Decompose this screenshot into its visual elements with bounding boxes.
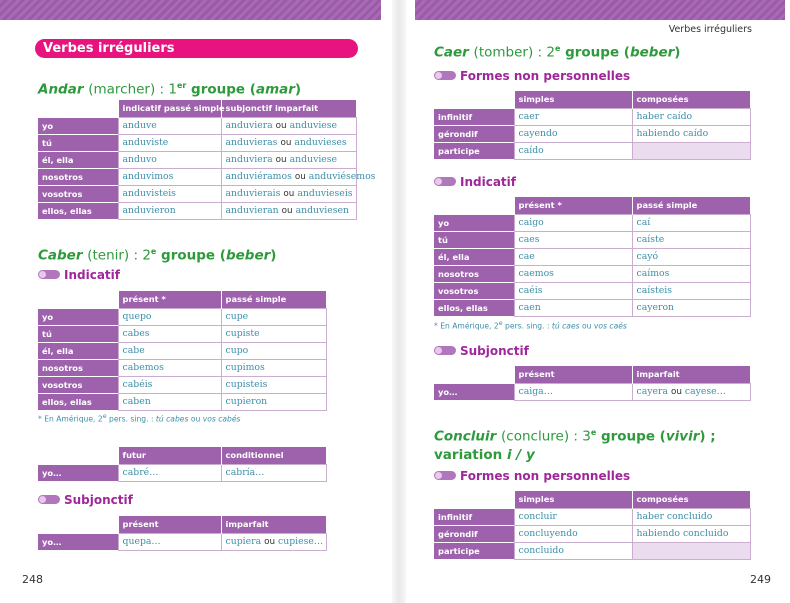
verb-name: Concluir [434,428,497,445]
or-word: ou [294,171,306,182]
conjugated-form: cupisteis [221,376,326,393]
page-number-left: 248 [22,573,43,586]
conjugated-form: cabré… [118,464,221,481]
section-indicatif-caer [434,175,516,189]
verb-heading-caber [38,243,276,265]
note-form: tú caes [551,321,580,331]
conjugated-form-pair [632,383,750,400]
toggle-icon [434,346,456,355]
verb-meaning: (marcher) : 1 [88,81,177,98]
conjugated-form: concluir [514,508,632,525]
table-row [38,359,326,376]
section-formes-concluir [434,469,630,483]
table-row [434,265,750,282]
person-label: yo [434,214,514,231]
model-verb: vivir [665,428,700,445]
table-row [38,342,326,359]
toggle-icon [434,177,456,186]
person-label: él, ella [38,342,118,359]
blank-header-cell [38,516,118,533]
column-header: conditionnel [221,447,326,464]
close-paren: ) [674,44,681,61]
conjugated-form: cupiste [221,325,326,342]
table-row [434,248,750,265]
column-header: présent * [514,197,632,214]
table-row [38,185,356,202]
conjugated-form: anduvimos [118,168,221,185]
conjugated-form: cabría… [221,464,326,481]
book-gutter [392,0,406,603]
verb-heading-andar [38,77,301,99]
close-paren: ) ; [699,428,716,445]
column-header: simples [514,91,632,108]
group-label: groupe ( [156,247,226,264]
running-head: Verbes irréguliers [668,24,752,35]
conjugated-form: caído [514,142,632,159]
blank-header-cell [434,491,514,508]
caer-indicatif-table [434,197,751,317]
caber-futur-table [38,447,327,482]
conjugated-form: caíste [632,231,750,248]
table-row [38,325,326,342]
blank-header-cell [434,91,514,108]
or-word: ou [670,386,682,397]
conjugated-form-pair [221,533,326,550]
or-word: ou [280,137,292,148]
conjugated-form: caímos [632,265,750,282]
column-header: présent [118,516,221,533]
group-ordinal: e [554,44,561,53]
column-header: présent * [118,291,221,308]
toggle-icon [434,471,456,480]
conjugated-form: cupe [221,308,326,325]
form-label: gérondif [434,525,514,542]
person-label: él, ella [38,151,118,168]
note-text: * En Amérique, 2 [434,321,499,331]
blank-header-cell [434,197,514,214]
verb-meaning: (tenir) : 2 [87,247,151,264]
note-form: vos caés [593,321,627,331]
table-row [434,108,750,125]
group-ordinal: e [590,428,597,437]
verb-name: Andar [38,81,84,98]
or-word: ou [275,120,287,131]
form-label: participe [434,142,514,159]
person-label: yo… [38,533,118,550]
conjugated-form-pair [221,185,356,202]
verb-heading-caer [434,40,680,62]
footnote-caer [434,320,627,331]
conjugated-form: concluido [514,542,632,559]
top-decorative-band-right [415,0,785,20]
table-row [38,151,356,168]
person-label: vosotros [38,185,118,202]
group-label: groupe ( [560,44,630,61]
table-row [434,525,750,542]
conjugated-form: caísteis [632,282,750,299]
group-label: groupe ( [596,428,666,445]
table-row [38,202,356,219]
model-verb: beber [629,44,675,61]
table-row [434,299,750,316]
table-row [434,383,750,400]
table-row [38,134,356,151]
section-subjonctif-caer [434,344,529,358]
person-label: él, ella [434,248,514,265]
form-variant-1: anduviéramos [225,170,292,182]
variation-label: variation [434,446,507,463]
form-variant-1: anduvieras [225,136,278,148]
note-text: ou [188,414,203,424]
person-label: nosotros [38,168,118,185]
conjugated-form: concluyendo [514,525,632,542]
form-variant-2: anduviésemos [308,170,376,182]
note-sup: e [102,413,107,420]
column-header: présent [514,366,632,383]
table-row [38,533,326,550]
group-label: groupe ( [186,81,256,98]
person-label: tú [38,325,118,342]
footnote-caber [38,413,241,424]
conjugated-form: caer [514,108,632,125]
close-paren: ) [294,81,302,98]
caber-subjonctif-table [38,516,327,551]
toggle-icon [38,270,60,279]
table-row [38,393,326,410]
form-variant-2: anduviese [289,153,338,165]
conjugated-form-pair [221,168,376,185]
person-label: yo [38,308,118,325]
person-label: ellos, ellas [434,299,514,316]
form-variant-1: anduviera [225,119,273,131]
conjugated-form: anduviste [118,134,221,151]
person-label: yo… [434,383,514,400]
conjugated-form: cupimos [221,359,326,376]
table-row [38,308,326,325]
person-label: ellos, ellas [38,202,118,219]
person-label: nosotros [38,359,118,376]
table-row [38,464,326,481]
person-label: nosotros [434,265,514,282]
verb-meaning: (conclure) : 3 [501,428,591,445]
table-row [434,542,750,559]
person-label: yo… [38,464,118,481]
andar-conjugation-table [38,100,376,220]
chapter-title: Verbes irréguliers [35,39,358,58]
conjugated-form: caigo [514,214,632,231]
model-verb: beber [225,247,271,264]
form-label: gérondif [434,125,514,142]
section-label: Subjonctif [460,344,529,358]
conjugated-form: haber concluido [632,508,750,525]
caber-indicatif-table [38,291,327,411]
note-text: ou [579,321,594,331]
column-header: imparfait [632,366,750,383]
conjugated-form: anduve [118,117,221,134]
group-ordinal: e [150,247,157,256]
conjugated-form: haber caído [632,108,750,125]
caer-formes-table [434,91,751,160]
column-header: passé simple [221,291,326,308]
form-variant-2: anduviese [289,119,338,131]
form-label: infinitif [434,108,514,125]
table-row [434,282,750,299]
section-subjonctif-caber [38,493,133,507]
form-variant-2: anduvieseis [297,187,353,199]
concluir-formes-table [434,491,751,560]
form-label: participe [434,542,514,559]
conjugated-form-pair [221,134,356,151]
blank-header-cell [38,447,118,464]
person-label: vosotros [38,376,118,393]
empty-cell [632,542,750,559]
conjugated-form-pair [221,151,356,168]
person-label: yo [38,117,118,134]
person-label: vosotros [434,282,514,299]
form-variant-1: anduviera [225,153,273,165]
conjugated-form: cabéis [118,376,221,393]
table-row [38,117,356,134]
table-row [434,231,750,248]
conjugated-form: habiendo concluido [632,525,750,542]
table-row [434,508,750,525]
conjugated-form: anduvisteis [118,185,221,202]
or-word: ou [275,154,287,165]
note-form: tú cabes [155,414,189,424]
form-variant-2: cupiese… [278,535,324,547]
close-paren: ) [270,247,277,264]
form-variant-2: cayese… [684,385,726,397]
or-word: ou [281,205,293,216]
conjugated-form: cabe [118,342,221,359]
section-label: Formes non personnelles [460,69,631,83]
form-variant-1: anduvierais [225,187,281,199]
blank-header-cell [38,291,118,308]
conjugated-form: cupieron [221,393,326,410]
conjugated-form: quepo [118,308,221,325]
blank-header-cell [434,366,514,383]
conjugated-form: habiendo caído [632,125,750,142]
model-verb: amar [255,81,295,98]
section-label: Subjonctif [64,493,133,507]
verb-name: Caber [38,247,83,264]
top-decorative-band-left [0,0,381,20]
section-indicatif-caber [38,268,120,282]
conjugated-form-pair [221,117,356,134]
section-label: Indicatif [460,175,516,189]
toggle-icon [38,495,60,504]
table-row [38,168,356,185]
empty-cell [632,142,750,159]
column-header: composées [632,91,750,108]
conjugated-form: quepa… [118,533,221,550]
conjugated-form: caen [514,299,632,316]
column-header: passé simple [632,197,750,214]
section-formes-caer [434,69,630,83]
column-header: simples [514,491,632,508]
note-text: pers. sing. : [502,321,552,331]
conjugated-form: anduvo [118,151,221,168]
or-word: ou [264,536,276,547]
column-header: imparfait [221,516,326,533]
conjugated-form: caben [118,393,221,410]
person-label: ellos, ellas [38,393,118,410]
verb-name: Caer [434,44,469,61]
verb-meaning: (tomber) : 2 [473,44,555,61]
note-text: * En Amérique, 2 [38,414,103,424]
form-variant-1: cupiera [225,535,262,547]
form-variant-2: anduvieses [294,136,347,148]
note-text: pers. sing. : [106,414,156,424]
conjugated-form: caemos [514,265,632,282]
variation-value: i / y [506,446,535,463]
table-row [434,142,750,159]
form-label: infinitif [434,508,514,525]
or-word: ou [283,188,295,199]
note-sup: e [498,320,503,327]
form-variant-2: anduviesen [295,204,350,216]
person-label: tú [434,231,514,248]
blank-header-cell [38,100,118,117]
section-label: Indicatif [64,268,120,282]
conjugated-form: cayó [632,248,750,265]
conjugated-form: cayeron [632,299,750,316]
column-header: futur [118,447,221,464]
table-row [434,214,750,231]
conjugated-form: caiga… [514,383,632,400]
table-row [38,376,326,393]
conjugated-form: cayendo [514,125,632,142]
toggle-icon [434,71,456,80]
conjugated-form: anduvieron [118,202,221,219]
column-header: subjonctif imparfait [221,100,356,117]
conjugated-form: cae [514,248,632,265]
group-ordinal: er [176,81,187,90]
person-label: tú [38,134,118,151]
column-header: indicatif passé simple [118,100,221,117]
page-number-right: 249 [750,573,771,586]
column-header: composées [632,491,750,508]
form-variant-1: cayera [636,385,668,397]
note-form: vos cabés [202,414,241,424]
conjugated-form: cabemos [118,359,221,376]
conjugated-form: cupo [221,342,326,359]
form-variant-1: anduvieran [225,204,279,216]
conjugated-form: caéis [514,282,632,299]
verb-heading-concluir [434,424,716,464]
caer-subjonctif-table [434,366,751,401]
section-label: Formes non personnelles [460,469,631,483]
conjugated-form: caes [514,231,632,248]
conjugated-form: caí [632,214,750,231]
conjugated-form: cabes [118,325,221,342]
table-row [434,125,750,142]
conjugated-form-pair [221,202,356,219]
